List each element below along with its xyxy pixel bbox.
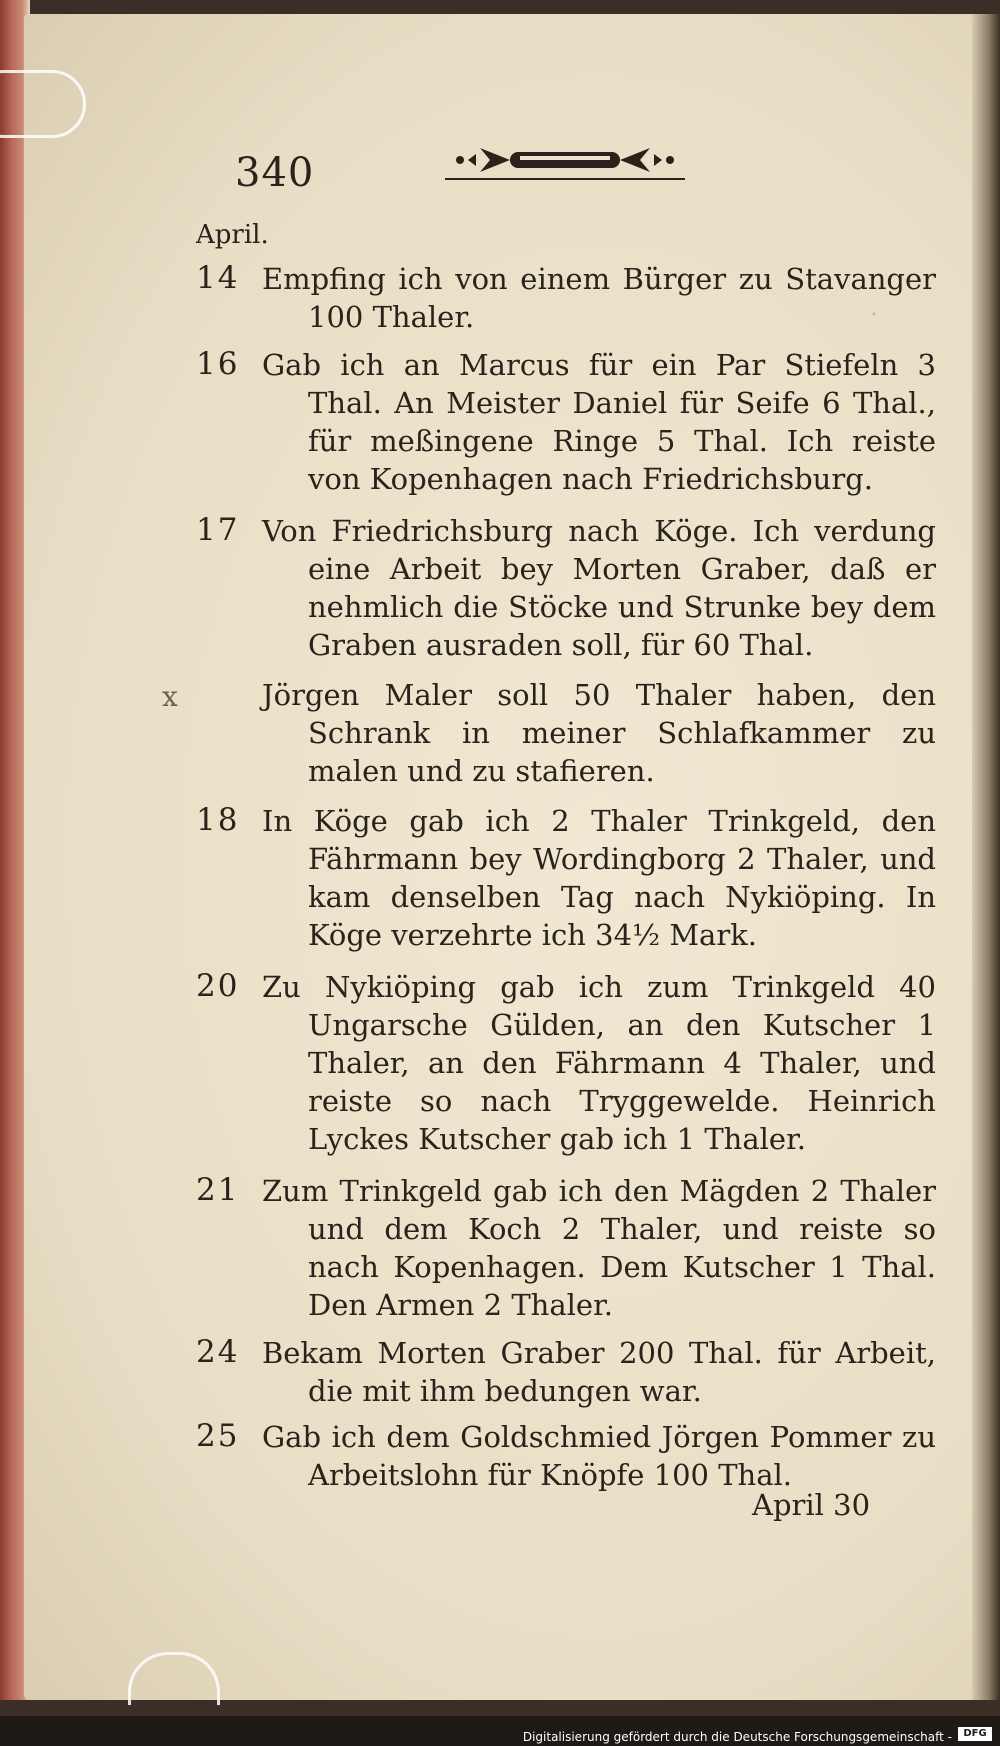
catchword: April 30 [752,1488,871,1522]
page-number: 340 [235,150,315,196]
entry [196,512,936,664]
entry-day: 16 [196,346,240,382]
entry [196,676,936,790]
month-heading: April. [196,220,269,250]
entry [196,1418,936,1494]
entry-text: In Köge gab ich 2 Thaler Trinkgeld, den Fährmann bey Wordingborg 2 Thaler, und kam denselben Tag nach Nykiöping. In Köge verzehrte ich 34½ Mark. [262,804,936,952]
entry-text: Bekam Morten Graber 200 Thal. für Arbeit, die mit ihm bedungen war. [262,1336,936,1408]
entry-day: 20 [196,968,240,1004]
entry-text: Jörgen Maler soll 50 Thaler haben, den Schrank in meiner Schlafkammer zu malen und zu stafieren. [262,678,936,788]
entry-text: Zu Nykiöping gab ich zum Trinkgeld 40 Ungarsche Gülden, an den Kutscher 1 Thaler, an den Fährmann 4 Thaler, und reiste so nach Tryggewelde. Heinrich Lyckes Kutscher gab ich 1 Thaler. [262,970,936,1156]
entry-day: 24 [196,1334,240,1370]
entry-day: 25 [196,1418,240,1454]
entry [196,346,936,498]
entry-day: 14 [196,260,240,296]
entry-text: Von Friedrichsburg nach Köge. Ich verdung eine Arbeit bey Morten Graber, daß er nehmlich die Stöcke und Strunke bey dem Graben ausraden soll, für 60 Thal. [262,514,936,662]
margin-annotation: x [162,680,178,713]
gutter-shadow [972,14,1000,1700]
dfg-logo: DFG [958,1727,992,1741]
entry-text: Gab ich dem Goldschmied Jörgen Pommer zu Arbeitslohn für Knöpfe 100 Thal. [262,1420,936,1492]
entry [196,1172,936,1324]
page-clip [0,70,86,138]
entry-text: Empfing ich von einem Bürger zu Stavanger 100 Thaler. [262,262,936,334]
entry-day: 17 [196,512,240,548]
header-ornament [440,138,690,182]
digitization-credit: Digitalisierung gefördert durch die Deutsche Forschungsgemeinschaft - [522,1730,952,1744]
entry-text: Zum Trinkgeld gab ich den Mägden 2 Thaler und dem Koch 2 Thaler, und reiste so nach Kopenhagen. Dem Kutscher 1 Thal. Den Armen 2 Thaler. [262,1174,936,1322]
entry [196,260,936,336]
entry-day: 21 [196,1172,240,1208]
entry-text: Gab ich an Marcus für ein Par Stiefeln 3 Thal. An Meister Daniel für Seife 6 Thal., für meßingene Ringe 5 Thal. Ich reiste von Kopenhagen nach Friedrichsburg. [262,348,936,496]
entry [196,968,936,1158]
entry [196,1334,936,1410]
bleed-through: · [870,300,879,330]
entry [196,802,936,954]
entry-day: 18 [196,802,240,838]
